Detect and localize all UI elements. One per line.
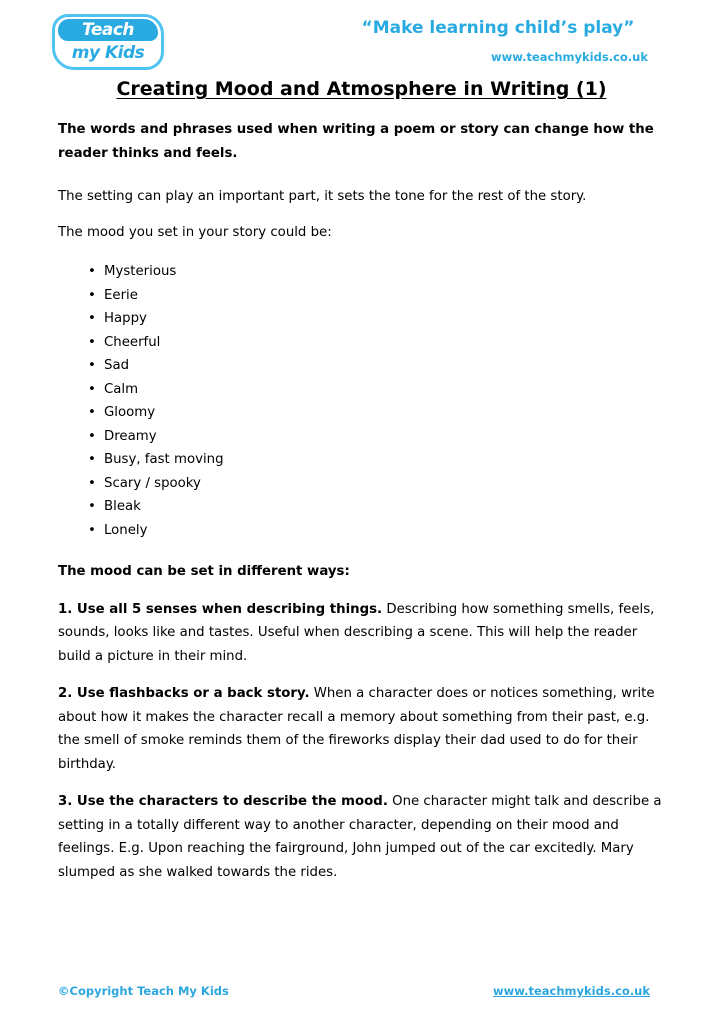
intro-bold-paragraph: The words and phrases used when writing a poem or story can change how the reader thinks and feels.: [58, 122, 654, 161]
list-item: • Cheerful: [58, 331, 670, 355]
way-item-2-bold: 2. Use flashbacks or a back story.: [58, 686, 310, 701]
footer-copyright: ©Copyright Teach My Kids: [58, 984, 229, 998]
way-item-1: [58, 598, 670, 669]
list-item: • Lonely: [58, 519, 670, 543]
footer-website-link[interactable]: www.teachmykids.co.uk: [492, 984, 650, 998]
page-footer: [58, 984, 650, 998]
way-item-1-bold: 1. Use all 5 senses when describing things.: [58, 601, 383, 617]
way-item-1-rest: Describing how something smells, feels, sounds, looks like and tastes. Useful when describing a scene. This will help the reader build a picture in their mind.: [58, 601, 655, 664]
mood-list-lead-in: The mood you set in your story could be:: [58, 224, 332, 240]
list-item: • Dreamy: [58, 425, 670, 449]
logo-line2-text: my Kids: [71, 43, 145, 63]
list-item: • Mysterious: [58, 260, 670, 284]
mood-options-list: [58, 260, 670, 542]
ways-heading: The mood can be set in different ways:: [58, 564, 350, 579]
brand-tagline: “Make learning child’s play”: [361, 18, 635, 38]
way-item-3: [58, 790, 670, 884]
list-item: • Eerie: [58, 284, 670, 308]
teach-my-kids-logo[interactable]: [52, 14, 164, 70]
page-header: [0, 0, 723, 72]
way-item-3-bold: 3. Use the characters to describe the mood.: [58, 794, 388, 809]
way-item-2: [58, 682, 670, 776]
way-item-2-rest: When a character does or notices something, write about how it makes the character recall a memory about something from their past, e.g. the smell of smoke reminds them of the fireworks display their dad used to do for their birthday.: [58, 686, 655, 772]
list-item: • Calm: [58, 378, 670, 402]
list-item: • Busy, fast moving: [58, 448, 670, 472]
logo-bottom-band: [56, 42, 160, 67]
way-item-3-rest: One character might talk and describe a setting in a totally different way to another character, depending on their mood and feelings. E.g. Upon reaching the fairground, John jumped out of the car excitedly. Mary slumped as she walked towards the rides.: [58, 794, 662, 880]
header-website-url[interactable]: www.teachmykids.co.uk: [490, 50, 648, 64]
logo-top-band: [56, 17, 160, 43]
list-item: • Happy: [58, 307, 670, 331]
page-title: [0, 78, 723, 100]
list-item: • Gloomy: [58, 401, 670, 425]
list-item: • Scary / spooky: [58, 472, 670, 496]
list-item: • Sad: [58, 354, 670, 378]
list-item: • Bleak: [58, 495, 670, 519]
setting-paragraph: The setting can play an important part, it sets the tone for the rest of the story.: [58, 189, 587, 204]
worksheet-body: [58, 118, 670, 898]
logo-line1-text: Teach: [81, 20, 135, 40]
page-title-text: Creating Mood and Atmosphere in Writing (1): [116, 78, 607, 100]
